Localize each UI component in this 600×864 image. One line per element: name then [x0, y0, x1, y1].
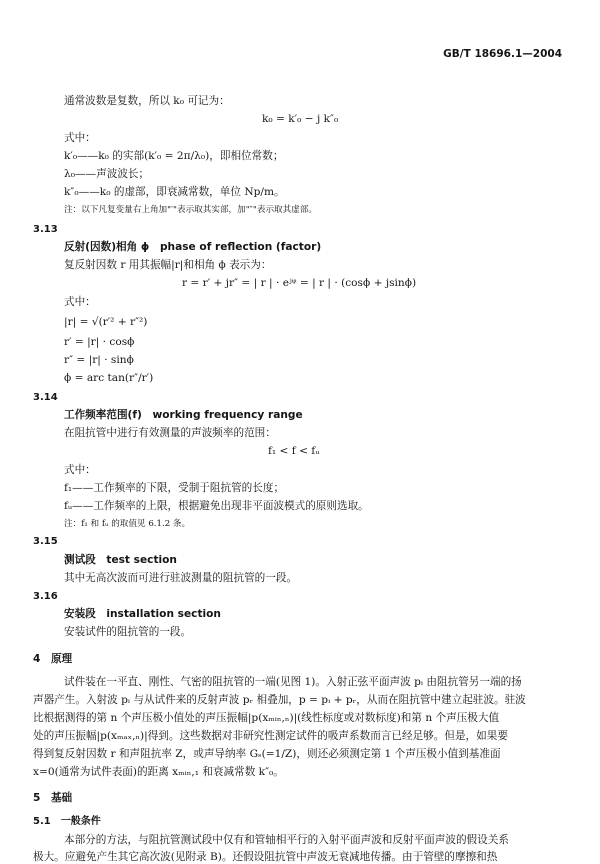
text-line: 在阻抗管中进行有效测量的声波频率的范围： — [64, 427, 276, 439]
paragraph-line: 本部分的方法，与阻抗管测试段中仅有和管轴相平行的入射平面声波和反射平面声波的假设关系 — [64, 834, 509, 846]
formula-line: r′ = |r| · cosϕ — [64, 336, 135, 348]
text-line: 安装试件的阻抗管的一段。 — [64, 626, 192, 638]
paragraph-line: 声器产生。入射波 pᵢ 与从试件来的反射声波 pᵣ 相叠加，p = pᵢ + pᵣ，从而在阻抗管中建立起驻波。驻波 — [33, 694, 526, 706]
definition-line: k′₀——k₀ 的实部(k′₀ = 2π/λ₀)，即相位常数； — [64, 150, 284, 162]
equation: r = r′ + jr″ = | r | · eʲᵠ = | r | · (cosϕ + jsinϕ) — [182, 277, 417, 289]
formula-line: |r| = √(r′² + r″²) — [64, 316, 148, 328]
paragraph-line: 比根据测得的第 n 个声压极小值处的声压振幅|p(xₘᵢₙ,ₙ)|(线性标度或对数标度)和第 n 个声压极大值 — [33, 712, 500, 724]
text-line: 其中无高次波而可进行驻波测量的阻抗管的一段。 — [64, 572, 298, 584]
formula-line: r″ = |r| · sinϕ — [64, 354, 134, 366]
standard-number: GB/T 18696.1—2004 — [443, 48, 562, 60]
note: 注：以下凡复变量右上角加"′"表示取其实部，加"″"表示取其虚部。 — [64, 205, 318, 215]
term-title: 反射(因数)相角 ϕ phase of reflection (factor) — [64, 241, 322, 253]
paragraph-line: x=0(通常为试件表面)的距离 xₘᵢₙ,₁ 和衰减常数 k″₀。 — [33, 766, 284, 778]
formula-line: ϕ = arc tan(r″/r′) — [64, 372, 154, 384]
definition-line: λ₀——声波波长； — [64, 168, 150, 180]
paragraph-line: 处的声压振幅|p(xₘₐₓ,ₙ)|得到。这些数据对非研究性测定试件的吸声系数而言已经足够。但是，如果要 — [33, 730, 508, 742]
text-line: 式中： — [64, 464, 96, 476]
section-number: 3.14 — [33, 392, 58, 403]
heading-principle: 4 原理 — [33, 653, 73, 665]
section-number: 3.15 — [33, 536, 58, 547]
definition-line: k″₀——k₀ 的虚部，即衰减常数，单位 Np/m。 — [64, 186, 285, 198]
paragraph-line: 得到复反射因数 r 和声阻抗率 Z，或声导纳率 Gₛ(=1/Z)，则还必须测定第 1 个声压极小值到基准面 — [33, 748, 501, 760]
definition-line: f₁——工作频率的下限，受制于阻抗管的长度； — [64, 482, 285, 494]
text-line: 式中： — [64, 132, 96, 144]
note: 注：f₁ 和 fᵤ 的取值见 6.1.2 条。 — [64, 519, 191, 529]
term-title: 工作频率范围(f) working frequency range — [64, 409, 303, 421]
equation: k₀ = k′₀ − j k″₀ — [262, 113, 339, 125]
section-number: 3.13 — [33, 224, 58, 235]
text-line: 通常波数是复数，所以 k₀ 可记为： — [64, 95, 230, 107]
definition-line: fᵤ——工作频率的上限，根据避免出现非平面波模式的原则选取。 — [64, 500, 369, 512]
heading-basis: 5 基础 — [33, 792, 73, 804]
text-line: 复反射因数 r 用其振幅|r|和相角 ϕ 表示为： — [64, 259, 272, 271]
paragraph-line: 试件装在一平直、刚性、气密的阻抗管的一端(见图 1)。入射正弦平面声波 pᵢ 由阻抗管另一端的扬 — [64, 676, 522, 688]
paragraph-line: 极大。应避免产生其它高次波(见附录 B)。还假设阻抗管中声波无衰减地传播。由于管壁的摩擦和热 — [33, 851, 498, 863]
term-title: 测试段 test section — [64, 554, 177, 566]
text-line: 式中： — [64, 296, 96, 308]
section-number: 3.16 — [33, 591, 58, 602]
term-title: 安装段 installation section — [64, 608, 221, 620]
equation: f₁ < f < fᵤ — [268, 445, 320, 457]
subsection-title: 5.1 一般条件 — [33, 816, 101, 827]
